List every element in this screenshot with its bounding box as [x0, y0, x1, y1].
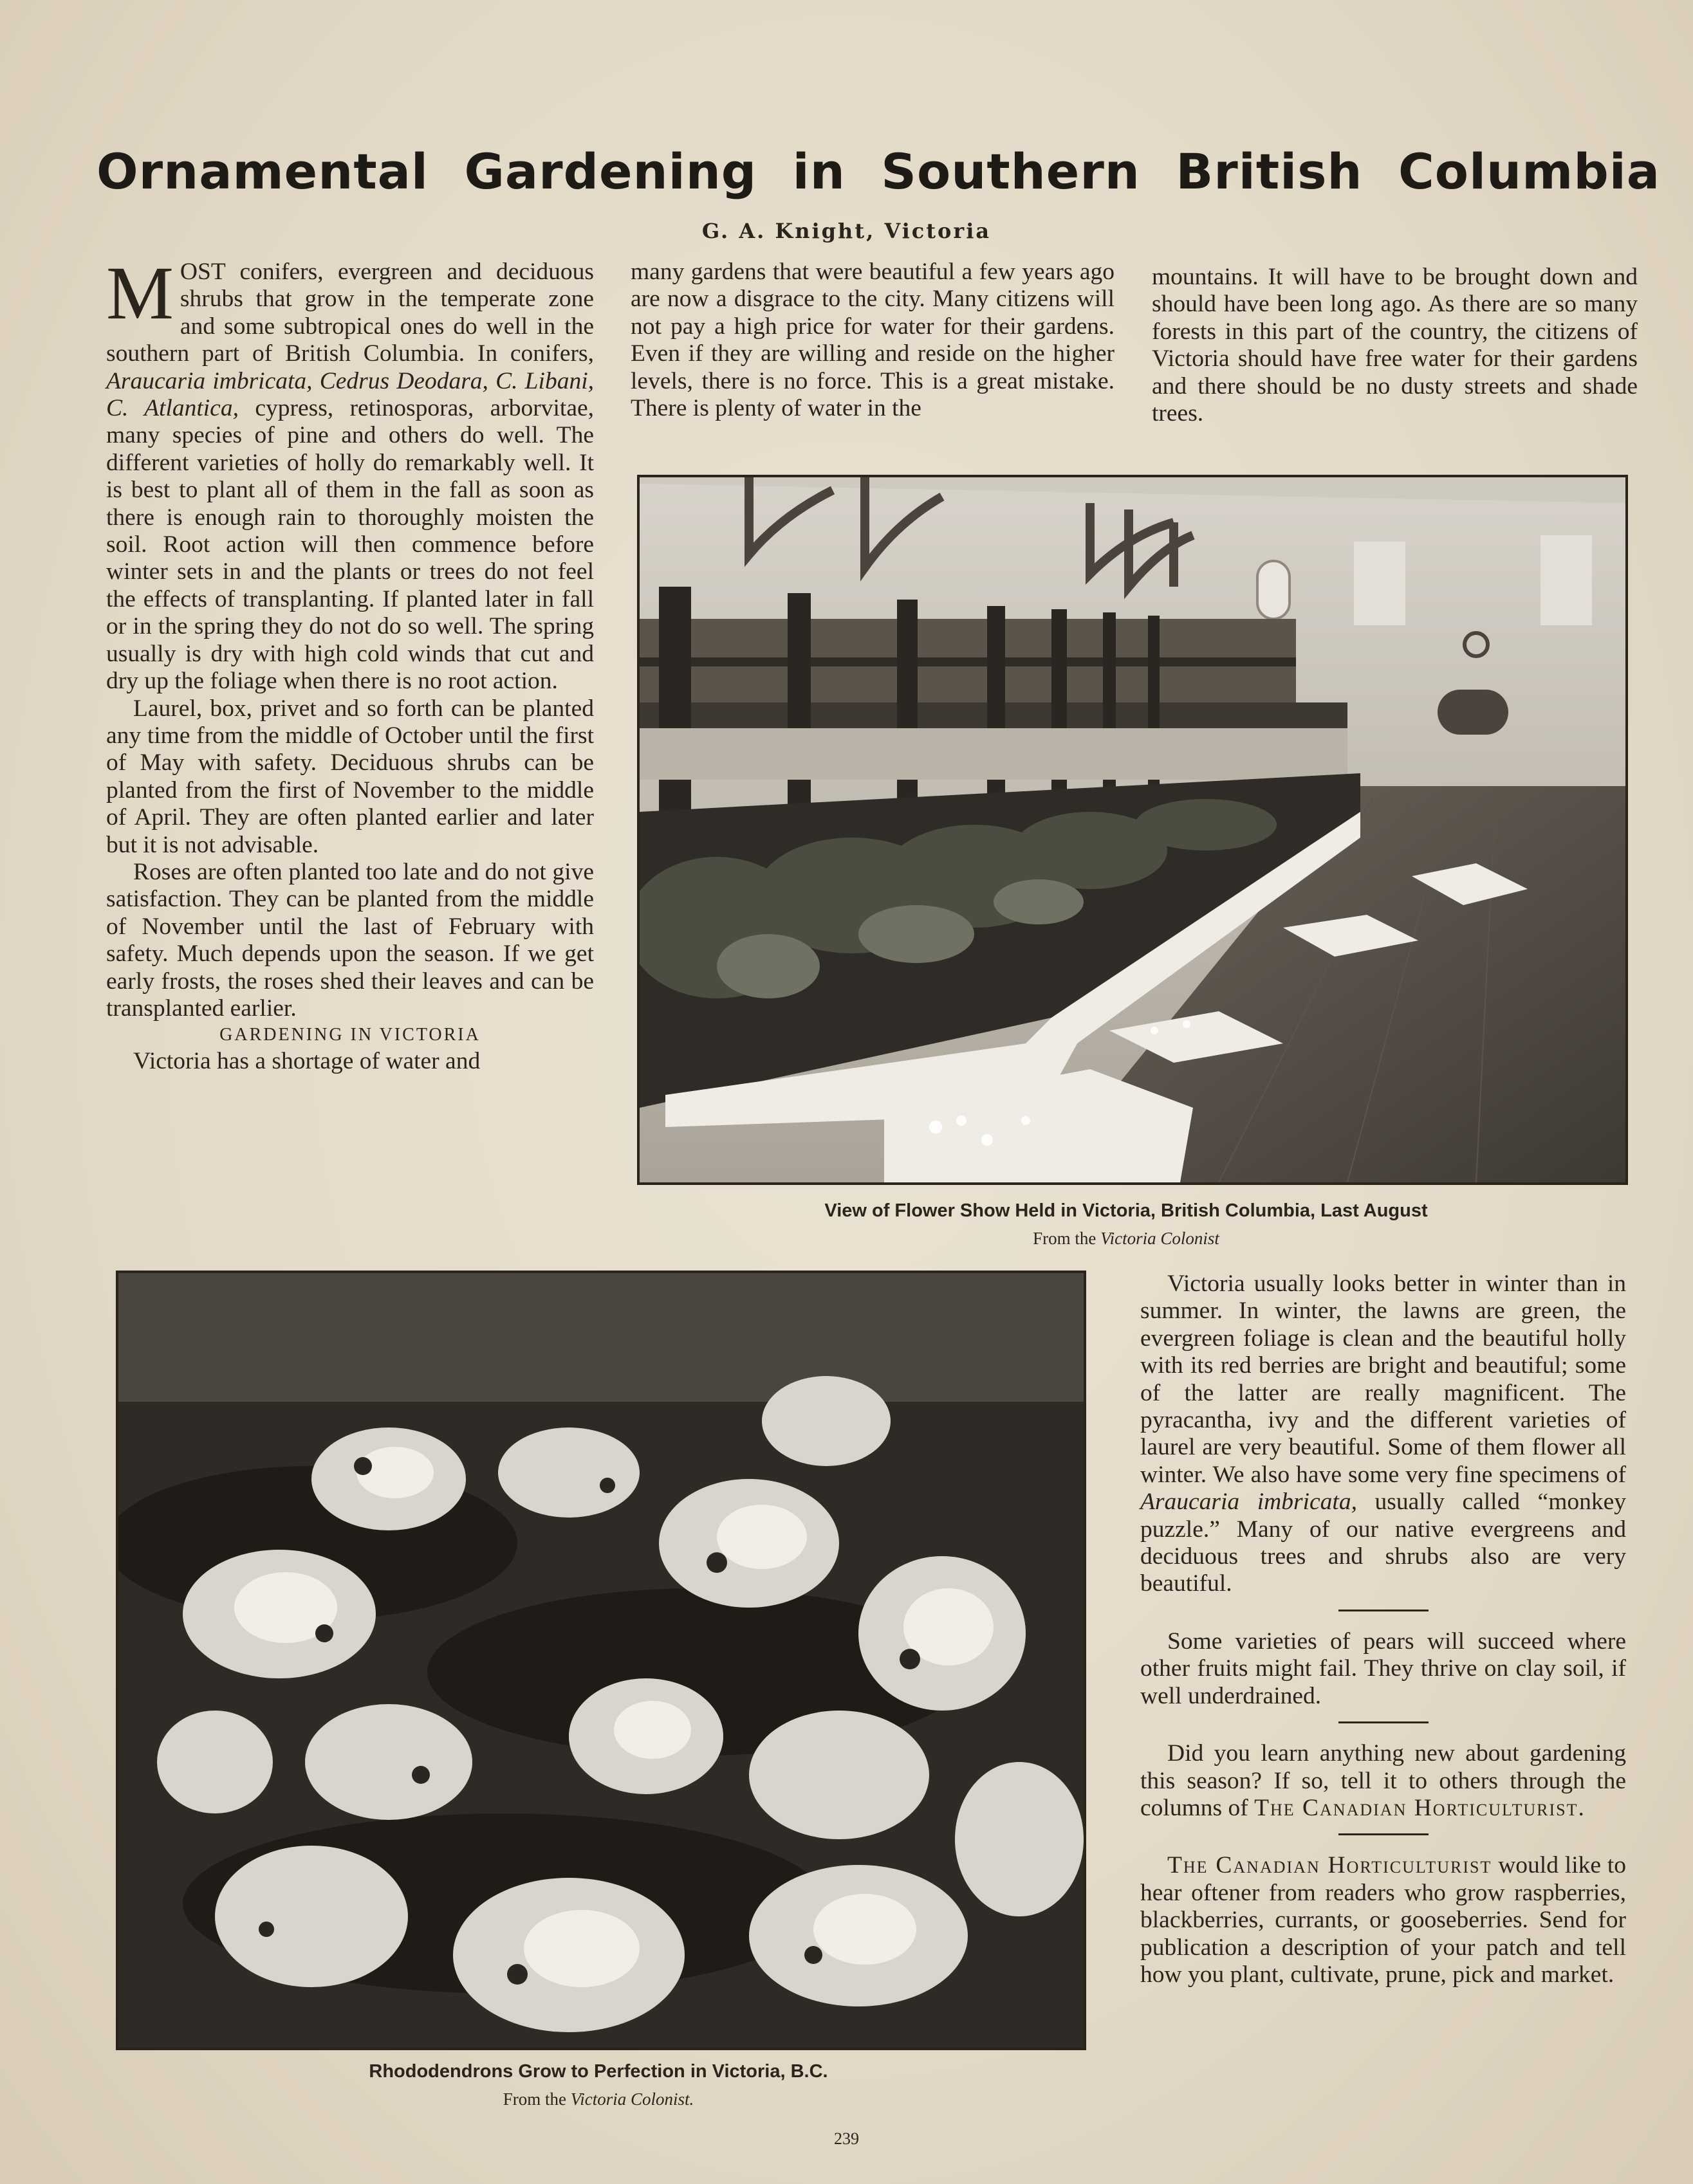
column-2-paragraph: many gardens that were beautiful a few years ago are now a disgrace to the city. Many citizens will not pay a high price for water for their gardens. Even if they are willing and reside on the higher levels, there is no force. This is a great mistake. There is plenty of water in the	[631, 259, 1115, 422]
learn-text-a: Did you learn anything new about gardening this season? If so, tell it to others through the columns of	[1140, 1740, 1626, 1821]
pears-paragraph: Some varieties of pears will succeed where other fruits might fail. They thrive on clay soil, if well underdrained.	[1140, 1628, 1626, 1709]
magazine-name: The Canadian Horticulturist	[1254, 1794, 1578, 1821]
section-subhead: GARDENING IN VICTORIA	[219, 1025, 481, 1045]
flower-show-photo	[637, 475, 1628, 1185]
article-byline: G. A. Knight, Victoria	[701, 219, 992, 243]
berries-paragraph	[1140, 1852, 1626, 1988]
article-title: Ornamental Gardening in Southern British Columbia	[97, 143, 1661, 200]
flower-show-credit-prefix: From the	[1033, 1229, 1101, 1248]
column-2	[631, 259, 1115, 422]
paragraph-2: Laurel, box, privet and so forth can be planted any time from the middle of October until the first of May with safety. Deciduous shrubs can be planted from the first of November to the middle of April. They are often planted earlier and later but it is not advisable.	[106, 695, 594, 858]
divider-rule	[1338, 1833, 1429, 1835]
flower-show-credit-source: Victoria Colonist	[1100, 1229, 1219, 1248]
rhododendron-illustration	[118, 1273, 1084, 2048]
flower-show-caption: View of Flower Show Held in Victoria, British Columbia, Last August	[824, 1200, 1428, 1221]
column-3	[1152, 264, 1638, 427]
learn-paragraph	[1140, 1740, 1626, 1822]
paragraph-4: Victoria has a shortage of water and	[133, 1048, 481, 1075]
column-3-paragraph: mountains. It will have to be brought down and should have been long ago. As there are so many forests in this part of the country, the citizens of Victoria should have free water for their gardens and there should be no dusty streets and shade trees.	[1152, 264, 1638, 427]
column-1	[106, 251, 594, 1076]
rhododendron-credit-source: Victoria Colonist.	[570, 2089, 694, 2109]
paragraph-1-text: OST conifers, evergreen and deciduous shrubs that grow in the temperate zone and some subtropical ones do well in the southern part of British Columbia. In conifers,	[106, 259, 594, 367]
winter-text-b: usually called “monkey puzzle.” Many of our native evergreens and deciduous trees and shrubs also are very beautiful.	[1140, 1489, 1627, 1597]
winter-paragraph	[1140, 1271, 1626, 1598]
rhododendron-caption: Rhododendrons Grow to Perfection in Victoria, B.C.	[369, 2061, 828, 2082]
rhododendron-photo	[116, 1271, 1086, 2050]
paragraph-1-rest: cypress, retinosporas, arborvitae, many species of pine and others do well. The different varieties of holly do remarkably well. It is best to plant all of them in the fall as soon as there is enough rain to thoroughly moisten the soil. Root action will then commence before winter sets in and the plants or trees do not feel the effects of transplanting. If planted later in fall or in the spring they do not do so well. The spring usually is dry with high cold winds that cut and dry up the foliage when there is no root action.	[106, 395, 594, 695]
paragraph-3: Roses are often planted too late and do not give satisfaction. They can be planted from the middle of November until the last of February with safety. Much depends upon the season. If we get early frosts, the roses shed their leaves and can be transplanted earlier.	[106, 858, 594, 1022]
learn-text-b: .	[1578, 1794, 1584, 1821]
divider-rule	[1338, 1610, 1429, 1611]
paragraph-1	[106, 251, 594, 695]
flower-show-credit	[643, 1229, 1609, 1249]
winter-species: Araucaria imbricata,	[1140, 1489, 1357, 1516]
flower-show-illustration	[640, 477, 1625, 1182]
winter-text-a: Victoria usually looks better in winter than in summer. In winter, the lawns are green, the evergreen foliage is clean and the beautiful holly with its red berries are bright and beautiful; some of the latter are really magnificent. The pyracantha, ivy and the different varieties of laurel are very beautiful. Some of them flower all winter. We also have some very fine specimens of	[1140, 1271, 1626, 1488]
drop-cap: M	[106, 251, 174, 335]
rhododendron-credit-prefix: From the	[503, 2089, 571, 2109]
magazine-name: The Canadian Horticulturist	[1167, 1852, 1492, 1879]
divider-rule	[1338, 1721, 1429, 1723]
column-4	[1140, 1271, 1626, 1988]
paragraph-1-species: Araucaria imbricata, Cedrus Deodara, C. Libani, C. Atlantica,	[106, 367, 594, 422]
rhododendron-credit	[116, 2089, 1081, 2109]
berries-text: would like to hear oftener from readers who grow raspberries, blackberries, currants, or gooseberries. Send for publication a description of your patch and tell how you plant, cultivate, prune, pick and market.	[1140, 1852, 1627, 1988]
page-number: 239	[834, 2129, 859, 2148]
